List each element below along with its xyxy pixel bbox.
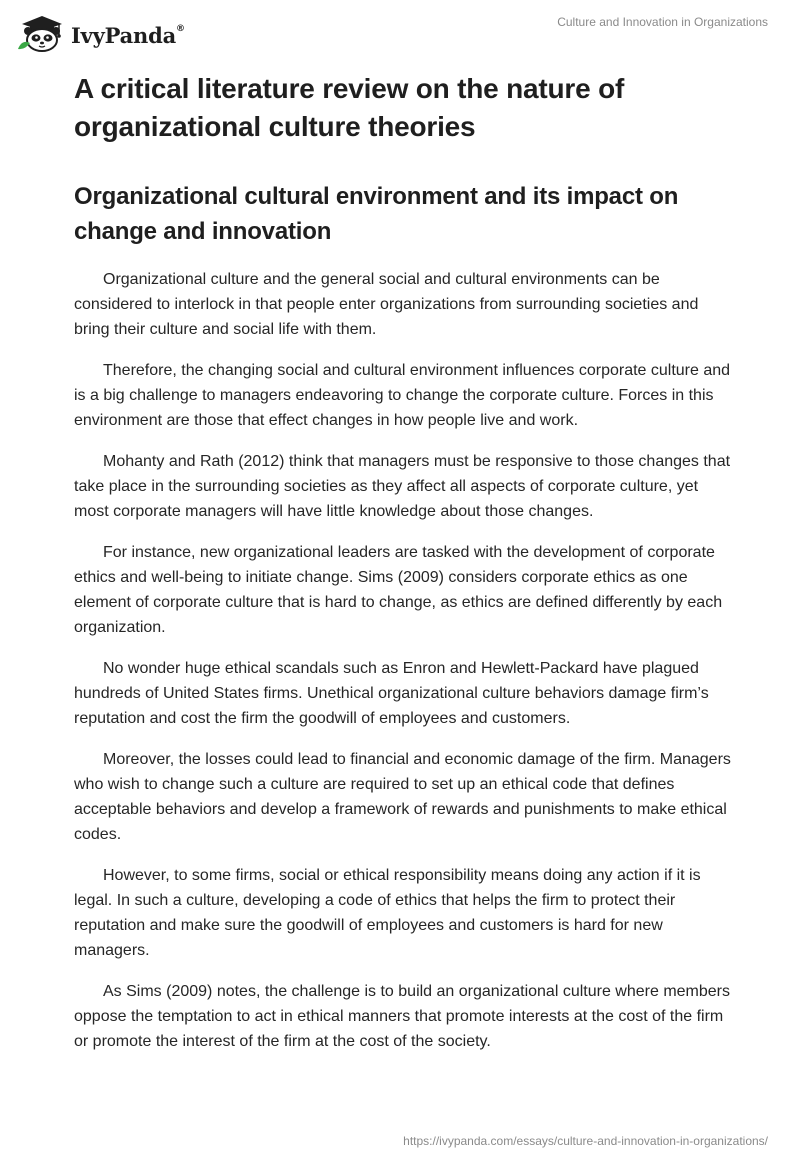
source-url-link[interactable]: https://ivypanda.com/essays/culture-and-innovation-in-organizations/ [403,1134,768,1148]
paragraph: For instance, new organizational leaders are tasked with the development of corporate ethics and well-being to initiate change. Sims (2009) considers corporate ethics as one element of corporate culture that is hard to change, as ethics are defined differently by each organization. [74,544,723,636]
paragraph: Moreover, the losses could lead to financial and economic damage of the firm. Managers who wish to change such a culture are required to set up an ethical code that defines acceptable behaviors and develop a framework of rewards and punishments to make ethical codes. [74,751,731,843]
document-category: Culture and Innovation in Organizations [557,15,768,29]
panda-graduate-icon [16,13,66,53]
logo-wordmark [71,23,185,48]
article-title: A critical literature review on the nature of organizational culture theories [74,73,625,142]
article-body [74,267,734,1054]
paragraph: Therefore, the changing social and cultural environment influences corporate culture and is a big challenge to managers endeavoring to change the corporate culture. Forces in this environment are those that effect changes in how people live and work. [74,362,731,429]
section-heading: Organizational cultural environment and its impact on change and innovation [74,183,679,245]
brand-name: IvyPanda [71,22,177,48]
paragraph: No wonder huge ethical scandals such as Enron and Hewlett-Packard have plagued hundreds of United States firms. Unethical organizational culture behaviors damage firm’s reputation and cost the firm the goodwill of employees and customers. [74,660,709,727]
paragraph: Mohanty and Rath (2012) think that managers must be responsive to those changes that take place in the surrounding societies as they affect all aspects of corporate culture, yet most corporate managers will have little knowledge about those changes. [74,453,731,520]
registered-mark: ® [176,23,185,34]
paragraph: As Sims (2009) notes, the challenge is to build an organizational culture where members oppose the temptation to act in ethical manners that promote interests at the cost of the firm or promote the interest of the firm at the cost of the society. [74,983,730,1050]
paragraph: However, to some firms, social or ethical responsibility means doing any action if it is legal. In such a culture, developing a code of ethics that helps the firm to protect their reputation and make sure the goodwill of employees and customers is hard for new managers. [74,867,701,959]
article-content [74,70,734,1070]
ivypanda-logo[interactable] [16,8,185,58]
paragraph: Organizational culture and the general social and cultural environments can be considered to interlock in that people enter organizations from surrounding societies and bring their culture and social life with them. [74,271,699,338]
